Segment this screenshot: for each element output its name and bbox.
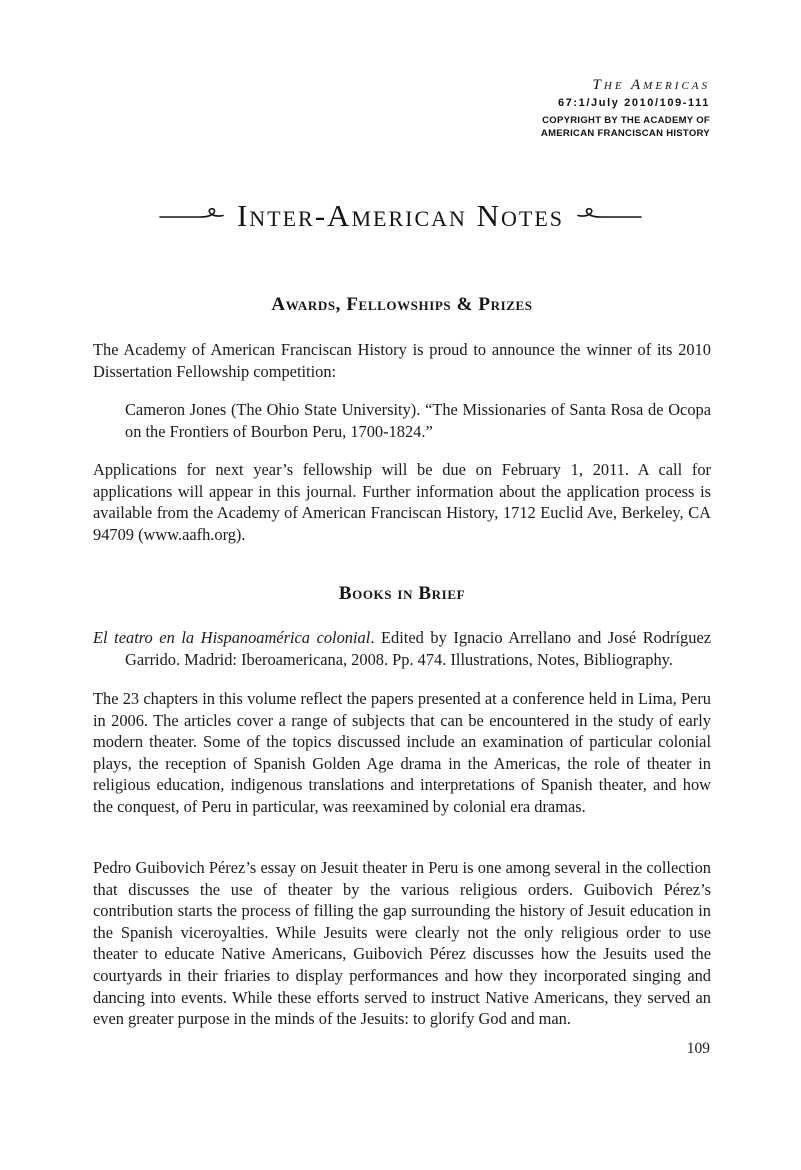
- book-review-paragraph-2-block: [93, 857, 711, 1030]
- page-title: Inter-American Notes: [236, 198, 565, 233]
- awards-paragraph-1: The Academy of American Franciscan History is proud to announce the winner of its 2010 Dissertation Fellowship competition:: [93, 340, 711, 381]
- awards-paragraph-2: Applications for next year’s fellowship will be due on February 1, 2011. A call for applications will appear in this journal. Further information about the application process is available from the Academy of American Franciscan History, 1712 Euclid Ave, Berkeley, CA 94709 (www.aafh.org).: [93, 460, 711, 544]
- copyright-line-2: AMERICAN FRANCISCAN HISTORY: [540, 127, 710, 139]
- book-review-paragraph-1: The 23 chapters in this volume reflect the papers presented at a conference held in Lima, Peru in 2006. The articles cover a range of subjects that can be encountered in the study of early modern theater. Some of the topics discussed include an examination of particular colonial plays, the reception of Spanish Golden Age drama in the Americas, the role of theater in religious education, indigenous translations and interpretations of Spanish theater, and how the conquest, of Peru in particular, was reexamined by colonial era dramas.: [93, 689, 711, 816]
- book-citation-rest: . Edited by Ignacio Arrellano and José Rodríguez Garrido. Madrid: Iberoamericana, 2008. Pp. 474. Illustrations, Notes, Bibliography.: [125, 628, 712, 669]
- scroll-flourish-right-icon: [572, 207, 642, 225]
- page-number: 109: [686, 1040, 710, 1057]
- book-citation: [93, 627, 711, 670]
- journal-header: [541, 76, 710, 140]
- issue-line: 67:1/July 2010/109-111: [557, 96, 710, 109]
- awards-heading: Awards, Fellowships & Prizes: [271, 294, 533, 315]
- books-section-heading-block: [93, 583, 711, 605]
- journal-name: The Americas: [592, 77, 710, 93]
- copyright-block: [541, 114, 710, 141]
- awards-application-block: [93, 459, 711, 545]
- book-entry-block: [93, 627, 711, 670]
- main-title-row: [0, 198, 801, 234]
- book-title: El teatro en la Hispanoamérica colonial: [93, 628, 371, 647]
- scroll-flourish-left-icon: [159, 207, 229, 225]
- copyright-line-1: COPYRIGHT BY THE ACADEMY OF: [542, 114, 710, 126]
- fellowship-winner-block: [93, 399, 711, 442]
- awards-intro-block: [93, 339, 711, 382]
- fellowship-winner-text: Cameron Jones (The Ohio State University). “The Missionaries of Santa Rosa de Ocopa on the Frontiers of Bourbon Peru, 1700-1824.”: [125, 400, 711, 441]
- awards-section-heading-block: [93, 294, 711, 316]
- book-review-paragraph-1-block: [93, 688, 711, 818]
- book-review-paragraph-2: Pedro Guibovich Pérez’s essay on Jesuit theater in Peru is one among several in the collection that discusses the use of theater by the various religious orders. Guibovich Pérez’s contribution starts the process of filling the gap surrounding the history of Jesuit education in the Spanish viceroyalties. While Jesuits were clearly not the only religious order to use theater to educate Native Americans, Guibovich Pérez discusses how the Jesuits used the courtyards in their friaries to display performances and how they incorporated singing and dancing into events. While these efforts served to instruct Native Americans, they served an even greater purpose in the minds of the Jesuits: to glorify God and man.: [93, 858, 711, 1029]
- books-heading: Books in Brief: [338, 583, 466, 604]
